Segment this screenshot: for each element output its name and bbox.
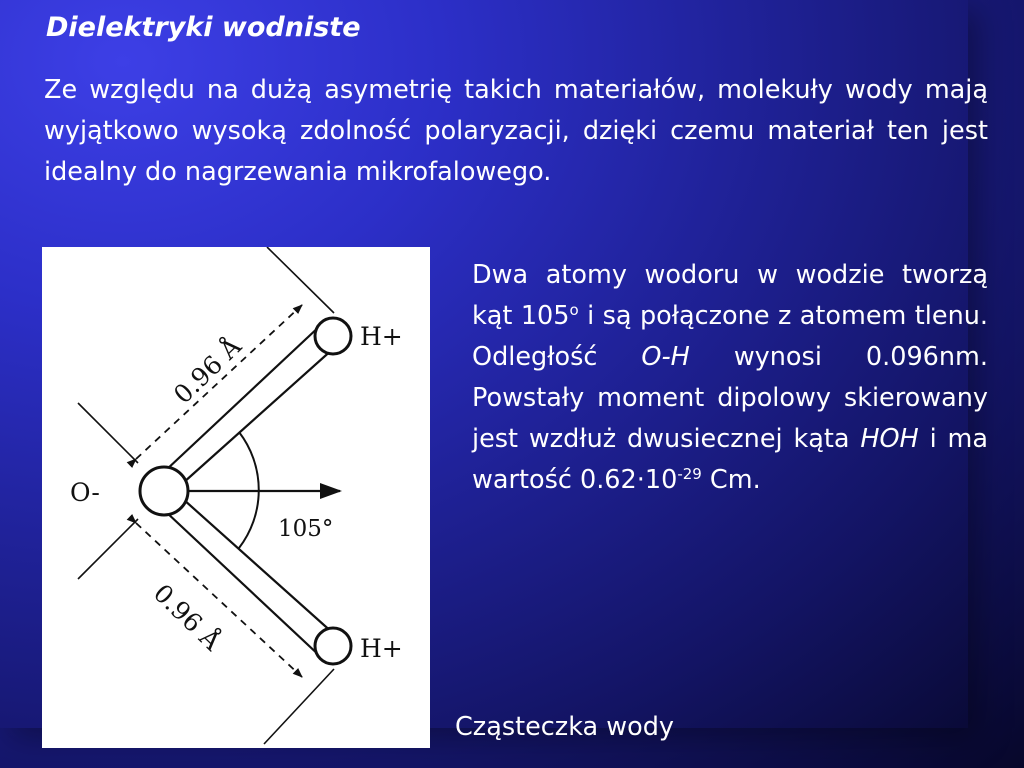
bond-length-bottom-label: 0.96 Å [147, 578, 227, 657]
description-text-2: i są połączone z atomem tlenu. Odległość [472, 301, 988, 372]
hoh-italic: HOH [860, 424, 919, 454]
hydrogen-atom-top [315, 318, 351, 354]
hydrogen-atom-bottom [315, 628, 351, 664]
intro-paragraph: Ze względu na dużą asymetrię takich materiałów, molekuły wody mają wyjątkowo wysoką zdolność polaryzacji, dzięki czemu materiał ten jest idealny do nagrzewania mikrofalowego. [44, 75, 988, 187]
dimension-arrow-top [136, 305, 302, 459]
description-text-5: Cm. [701, 465, 761, 495]
figure-caption: Cząsteczka wody [455, 712, 674, 742]
description-text-4: i ma wartość 0.62·10 [472, 424, 988, 495]
slide-title: Dielektryki wodniste [46, 12, 361, 43]
description-paragraph [472, 255, 988, 501]
degree-superscript: o [569, 301, 579, 319]
exponent-superscript: -29 [677, 465, 702, 483]
oxygen-atom [140, 467, 188, 515]
description-text-1: Dwa atomy wodoru w wodzie tworzą kąt 105 [472, 260, 988, 331]
hydrogen-bottom-label: H+ [360, 634, 403, 663]
bond-length-top-label: 0.96 Å [168, 331, 247, 410]
oh-italic: O-H [641, 342, 690, 372]
hydrogen-top-label: H+ [360, 322, 403, 351]
dimension-extensions [78, 247, 334, 744]
water-molecule-figure [42, 247, 430, 748]
description-text-3: wynosi 0.096nm. Powstały moment dipolowy skierowany jest wzdłuż dwusiecznej kąta [472, 342, 988, 454]
angle-label: 105° [278, 516, 334, 542]
oxygen-label: O- [70, 478, 100, 507]
water-molecule-diagram [42, 247, 430, 748]
